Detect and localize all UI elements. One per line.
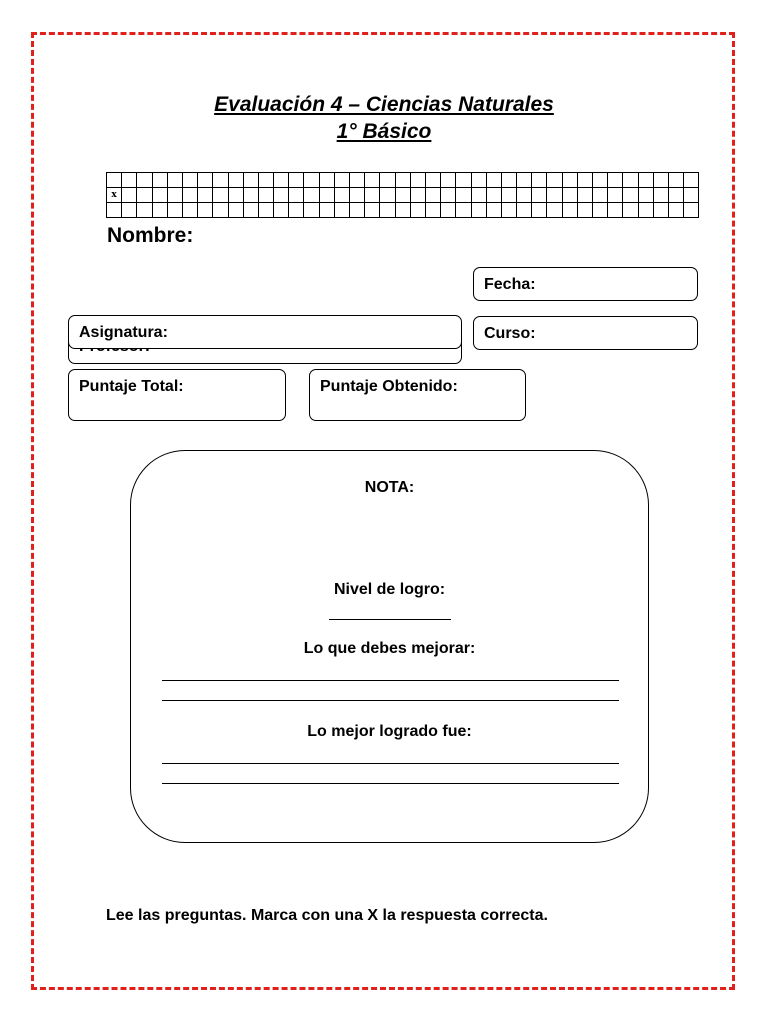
grid-cell[interactable]: [608, 188, 623, 203]
grid-cell[interactable]: [456, 188, 471, 203]
grid-cell[interactable]: [668, 173, 683, 188]
grid-cell[interactable]: [501, 203, 516, 218]
puntaje-obtenido-label: Puntaje Obtenido:: [320, 378, 458, 395]
grid-cell[interactable]: [289, 188, 304, 203]
grid-cell[interactable]: [593, 188, 608, 203]
grid-cell[interactable]: [517, 203, 532, 218]
grid-cell[interactable]: [684, 188, 699, 203]
grid-cell[interactable]: [213, 188, 228, 203]
grid-cell[interactable]: [304, 203, 319, 218]
nivel-logro-line[interactable]: [329, 619, 451, 620]
instruction-text: Lee las preguntas. Marca con una X la respuesta correcta.: [106, 907, 548, 924]
grid-cell[interactable]: [198, 173, 213, 188]
grid-cell[interactable]: [167, 173, 182, 188]
nota-box: [130, 450, 649, 843]
grid-cell[interactable]: [562, 203, 577, 218]
grid-cell[interactable]: [137, 173, 152, 188]
grid-cell[interactable]: [547, 203, 562, 218]
grid-cell[interactable]: [365, 188, 380, 203]
grid-cell[interactable]: [182, 173, 197, 188]
grid-cell[interactable]: [365, 173, 380, 188]
grid-cell[interactable]: [517, 188, 532, 203]
curso-field[interactable]: [473, 316, 698, 350]
grid-cell[interactable]: [623, 173, 638, 188]
grid-cell[interactable]: [228, 173, 243, 188]
grid-cell[interactable]: [684, 203, 699, 218]
mejorar-line-2[interactable]: [162, 700, 619, 701]
grid-cell[interactable]: [258, 203, 273, 218]
grid-cell[interactable]: [319, 203, 334, 218]
grid-cell[interactable]: [441, 188, 456, 203]
grid-cell[interactable]: [623, 188, 638, 203]
grid-cell[interactable]: [653, 203, 668, 218]
grid-cell[interactable]: [638, 188, 653, 203]
grid-cell[interactable]: [122, 188, 137, 203]
grid-cell[interactable]: [334, 188, 349, 203]
grid-cell[interactable]: [167, 188, 182, 203]
grid-cell[interactable]: [410, 188, 425, 203]
grid-cell[interactable]: [289, 173, 304, 188]
grid-cell[interactable]: [638, 173, 653, 188]
grid-cell[interactable]: [593, 203, 608, 218]
grid-cell[interactable]: [304, 173, 319, 188]
grid-cell[interactable]: [152, 203, 167, 218]
grid-cell[interactable]: [182, 188, 197, 203]
grid-row: [107, 188, 699, 203]
grid-cell[interactable]: [380, 203, 395, 218]
grid-cell[interactable]: [547, 188, 562, 203]
grid-cell[interactable]: [137, 188, 152, 203]
grid-cell[interactable]: [274, 188, 289, 203]
grid-cell[interactable]: [425, 173, 440, 188]
asignatura-label: Asignatura:: [79, 324, 168, 341]
grid-cell[interactable]: [152, 173, 167, 188]
grid-cell[interactable]: [684, 173, 699, 188]
grid-cell[interactable]: [471, 203, 486, 218]
grid-cell[interactable]: [608, 173, 623, 188]
puntaje-total-label: Puntaje Total:: [79, 378, 184, 395]
grid-cell[interactable]: [486, 188, 501, 203]
grid-cell[interactable]: [395, 203, 410, 218]
grid-cell[interactable]: [532, 203, 547, 218]
grid-cell[interactable]: [258, 188, 273, 203]
grid-cell[interactable]: [395, 173, 410, 188]
grid-cell[interactable]: [334, 173, 349, 188]
grid-cell[interactable]: [258, 173, 273, 188]
fecha-label: Fecha:: [484, 276, 536, 293]
puntaje-total-field[interactable]: [68, 369, 286, 421]
grid-cell[interactable]: [213, 203, 228, 218]
document-title: Evaluación 4 – Ciencias Naturales: [214, 93, 554, 116]
mejor-logrado-label: Lo mejor logrado fue:: [307, 723, 472, 740]
grid-cell[interactable]: [410, 173, 425, 188]
grid-cell[interactable]: [243, 173, 258, 188]
grid-cell[interactable]: [304, 188, 319, 203]
nombre-label: Nombre:: [107, 224, 194, 247]
grid-cell[interactable]: [638, 203, 653, 218]
grid-cell[interactable]: [501, 173, 516, 188]
grid-cell[interactable]: [425, 203, 440, 218]
mejor-logrado-line-2[interactable]: [162, 783, 619, 784]
grid-cell[interactable]: [380, 173, 395, 188]
grid-cell[interactable]: [486, 173, 501, 188]
grid-cell[interactable]: [593, 173, 608, 188]
grid-cell[interactable]: [395, 188, 410, 203]
grid-cell[interactable]: [653, 173, 668, 188]
grid-cell[interactable]: [334, 203, 349, 218]
grid-cell[interactable]: [228, 188, 243, 203]
grid-cell[interactable]: [274, 173, 289, 188]
grid-cell[interactable]: [319, 173, 334, 188]
grid-cell[interactable]: [577, 188, 592, 203]
grid-cell[interactable]: [274, 203, 289, 218]
grid-cell[interactable]: [441, 173, 456, 188]
grid-cell[interactable]: [289, 203, 304, 218]
grid-cell[interactable]: [198, 188, 213, 203]
grid-cell[interactable]: [122, 173, 137, 188]
curso-label: Curso:: [484, 325, 536, 342]
grid-cell[interactable]: [562, 173, 577, 188]
grid-cell[interactable]: [532, 188, 547, 203]
document-subtitle: 1° Básico: [336, 120, 432, 143]
grid-cell[interactable]: [198, 203, 213, 218]
grid-cell[interactable]: [152, 188, 167, 203]
grid-cell[interactable]: [213, 173, 228, 188]
grid-cell[interactable]: x: [107, 188, 122, 203]
grid-cell[interactable]: [243, 188, 258, 203]
fecha-field[interactable]: [473, 267, 698, 301]
grid-cell[interactable]: [608, 203, 623, 218]
grid-cell[interactable]: [137, 203, 152, 218]
mejorar-label: Lo que debes mejorar:: [303, 640, 476, 657]
grid-cell[interactable]: [668, 203, 683, 218]
grid-cell[interactable]: [517, 173, 532, 188]
grid-cell[interactable]: [365, 203, 380, 218]
grid-cell[interactable]: [501, 188, 516, 203]
grid-cell[interactable]: [456, 173, 471, 188]
grid-cell[interactable]: [228, 203, 243, 218]
grid-cell[interactable]: [350, 173, 365, 188]
grid-cell[interactable]: [319, 188, 334, 203]
grid-cell[interactable]: [532, 173, 547, 188]
grid-cell[interactable]: [122, 203, 137, 218]
grid-cell[interactable]: [441, 203, 456, 218]
grid-cell[interactable]: [486, 203, 501, 218]
grid-cell[interactable]: [425, 188, 440, 203]
asignatura-field[interactable]: [68, 315, 462, 349]
grid-cell[interactable]: [107, 203, 122, 218]
mejor-logrado-line-1[interactable]: [162, 763, 619, 764]
grid-cell[interactable]: [577, 203, 592, 218]
puntaje-obtenido-field[interactable]: [309, 369, 526, 421]
grid-row: [107, 203, 699, 218]
grid-cell[interactable]: [350, 188, 365, 203]
nota-label: NOTA:: [364, 479, 415, 496]
grid-cell[interactable]: [653, 188, 668, 203]
grid-cell[interactable]: [380, 188, 395, 203]
grid-cell[interactable]: [350, 203, 365, 218]
grid-cell[interactable]: [471, 188, 486, 203]
mejorar-line-1[interactable]: [162, 680, 619, 681]
grid-cell[interactable]: [107, 173, 122, 188]
grid-cell[interactable]: [243, 203, 258, 218]
grid-cell[interactable]: [410, 203, 425, 218]
grid-cell[interactable]: [471, 173, 486, 188]
grid-cell[interactable]: [547, 173, 562, 188]
grid-cell[interactable]: [623, 203, 638, 218]
nivel-logro-label: Nivel de logro:: [333, 581, 446, 598]
grid-cell[interactable]: [668, 188, 683, 203]
grid-cell[interactable]: [167, 203, 182, 218]
grid-cell[interactable]: [577, 173, 592, 188]
name-letter-grid: [106, 172, 699, 218]
grid-row: [107, 173, 699, 188]
grid-cell[interactable]: [562, 188, 577, 203]
grid-cell[interactable]: [456, 203, 471, 218]
grid-cell[interactable]: [182, 203, 197, 218]
